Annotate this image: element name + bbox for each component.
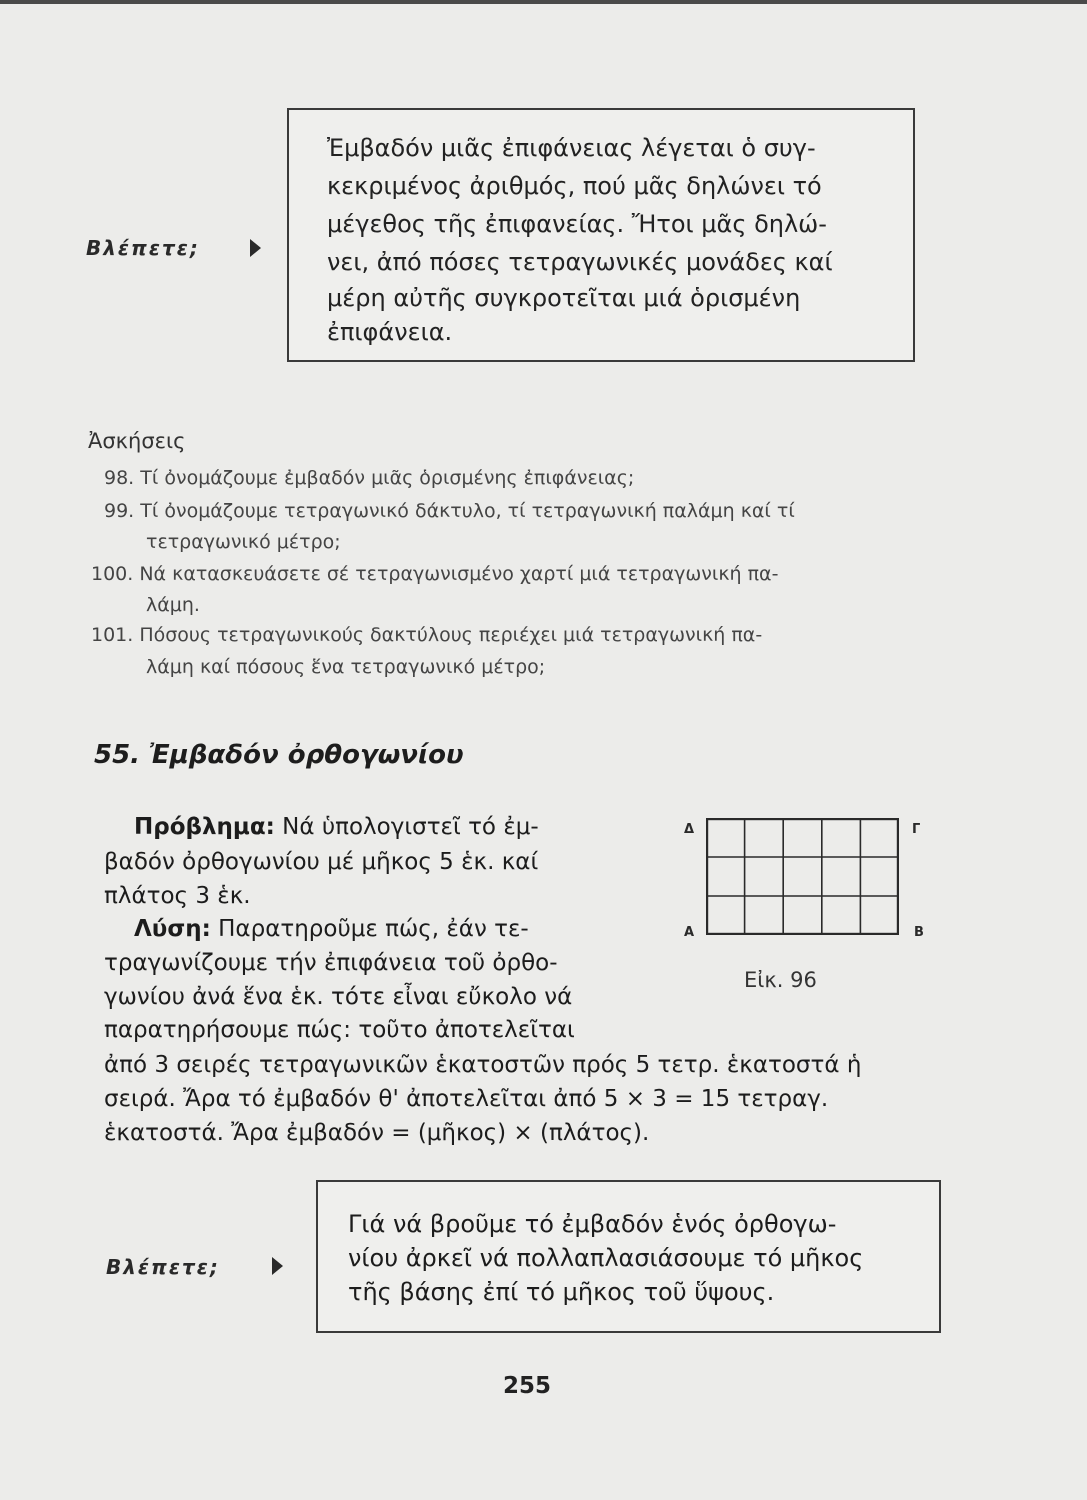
rectangle-grid-figure	[706, 818, 899, 935]
solution-line: τραγωνίζουμε τήν ἐπιφάνεια τοῦ ὀρθο-	[104, 950, 558, 976]
definition-line: μέρη αὐτῆς συγκροτεῖται μιά ὁρισμένη	[327, 284, 801, 312]
exercise-line: 99. Τί ὀνομάζουμε τετραγωνικό δάκτυλο, τί τετραγωνική παλάμη καί τί	[104, 500, 795, 522]
solution-line: ἑκατοστά. Ἄρα ἐμβαδόν = (μῆκος) × (πλάτος).	[104, 1120, 650, 1146]
problem-label: Πρόβλημα:	[134, 814, 275, 840]
pointer-arrow-icon	[272, 1257, 283, 1275]
exercise-line: λάμη καί πόσους ἕνα τετραγωνικό μέτρο;	[146, 656, 546, 678]
exercise-line: 98. Τί ὀνομάζουμε ἐμβαδόν μιᾶς ὁρισμένης ἐπιφάνειας;	[104, 467, 635, 489]
problem-line-3: πλάτος 3 ἑκ.	[104, 883, 251, 909]
problem-line-2: βαδόν ὀρθογωνίου μέ μῆκος 5 ἑκ. καί	[104, 849, 539, 875]
definition-box	[287, 108, 915, 362]
corner-label-bottom-left: Α	[684, 925, 695, 940]
pointer-arrow-icon	[250, 239, 261, 257]
exercise-line: 100. Νά κατασκευάσετε σέ τετραγωνισμένο χαρτί μιά τετραγωνική πα-	[91, 563, 779, 585]
solution-line: γωνίου ἀνά ἕνα ἑκ. τότε εἶναι εὔκολο νά	[104, 984, 573, 1010]
rule-line: Γιά νά βροῦμε τό ἐμβαδόν ἑνός ὀρθογω-	[348, 1210, 837, 1238]
solution-line: παρατηρήσουμε πώς: τοῦτο ἀποτελεῖται	[104, 1017, 575, 1043]
see-label-2: Βλέπετε;	[106, 1255, 220, 1279]
section-title: 55. Ἐμβαδόν ὀρθογωνίου	[94, 740, 464, 770]
see-label-1: Βλέπετε;	[86, 236, 200, 260]
definition-line: μέγεθος τῆς ἐπιφανείας. Ἤτοι μᾶς δηλώ-	[327, 210, 827, 238]
rectangle-outline	[707, 819, 898, 934]
corner-label-bottom-right: Β	[914, 925, 924, 940]
solution-line: ἀπό 3 σειρές τετραγωνικῶν ἑκατοστῶν πρός 5 τετρ. ἑκατοστά ἡ	[104, 1052, 862, 1078]
rule-line: τῆς βάσης ἐπί τό μῆκος τοῦ ὕψους.	[348, 1278, 775, 1306]
solution-text: Παρατηροῦμε πώς, ἐάν τε-	[210, 916, 529, 942]
page-top-edge	[0, 0, 1087, 4]
solution-line-1	[134, 916, 529, 942]
figure-caption: Εἰκ. 96	[744, 968, 817, 992]
corner-label-top-right: Γ	[912, 822, 921, 837]
definition-line: κεκριμένος ἀριθμός, πού μᾶς δηλώνει τό	[327, 172, 822, 200]
exercise-line: τετραγωνικό μέτρο;	[146, 531, 341, 553]
corner-label-top-left: Δ	[684, 822, 695, 837]
rule-box	[316, 1180, 941, 1333]
page-number: 255	[503, 1373, 552, 1399]
solution-line: σειρά. Ἄρα τό ἐμβαδόν θ' ἀποτελεῖται ἀπό 5 × 3 = 15 τετραγ.	[104, 1086, 829, 1112]
problem-text: Νά ὑπολογιστεῖ τό ἐμ-	[274, 814, 539, 840]
problem-line-1	[134, 814, 539, 840]
definition-line: Ἐμβαδόν μιᾶς ἐπιφάνειας λέγεται ὁ συγ-	[327, 134, 816, 162]
exercise-line: 101. Πόσους τετραγωνικούς δακτύλους περιέχει μιά τετραγωνική πα-	[91, 624, 763, 646]
solution-label: Λύση:	[134, 916, 211, 942]
rule-line: νίου ἀρκεῖ νά πολλαπλασιάσουμε τό μῆκος	[348, 1244, 864, 1272]
definition-line: ἐπιφάνεια.	[327, 318, 453, 346]
exercise-line: λάμη.	[146, 594, 200, 616]
exercises-title: Ἀσκήσεις	[88, 429, 186, 453]
definition-line: νει, ἀπό πόσες τετραγωνικές μονάδες καί	[327, 248, 833, 276]
